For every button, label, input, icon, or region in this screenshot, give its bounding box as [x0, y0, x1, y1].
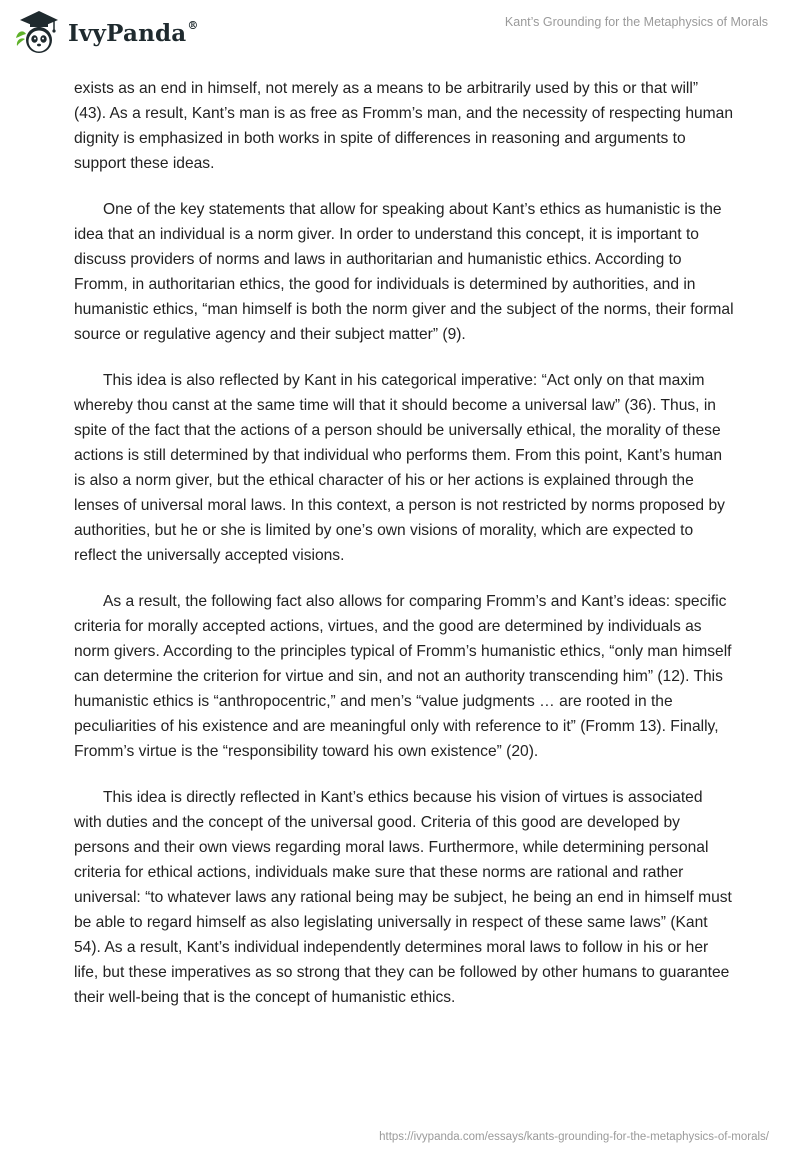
source-url[interactable]: https://ivypanda.com/essays/kants-grounding-for-the-metaphysics-of-morals/	[379, 1131, 769, 1143]
registered-mark: ®	[187, 18, 199, 32]
paragraph: This idea is also reflected by Kant in his categorical imperative: “Act only on that maxim whereby thou canst at the same time will that it should become a universal law” (36). Thus, in spite of the fact that the actions of a person should be universally ethical, the morality of these actions is still determined by that individual who performs them. From this point, Kant’s human is also a norm giver, but the ethical character of his or her actions is explained through the lenses of universal moral laws. In this context, a person is not restricted by norms proposed by authorities, but he or she is limited by one’s own visions of morality, which are expected to reflect the universally accepted visions.	[74, 372, 725, 564]
paragraph: This idea is directly reflected in Kant’s ethics because his vision of virtues is associated with duties and the concept of the universal good. Criteria of this good are developed by persons and their own views regarding moral laws. Furthermore, while determining personal criteria for ethical actions, individuals make sure that these norms are rational and rather universal: “to whatever laws any rational being may be subject, he being an end in himself must be able to regard himself as also legislating universally in respect of these same laws” (Kant 54). As a result, Kant’s individual independently determines moral laws to follow in his or her life, but these imperatives as so strong that they can be followed by other humans to guarantee their well-being that is the concept of humanistic ethics.	[74, 789, 732, 1006]
brand-name: IvyPanda®	[68, 18, 199, 47]
ivypanda-logo[interactable]	[14, 8, 199, 56]
paragraph: exists as an end in himself, not merely as a means to be arbitrarily used by this or that will” (43). As a result, Kant’s man is as free as Fromm’s man, and the necessity of respecting human dignity is emphasized in both works in spite of differences in reasoning and arguments to support these ideas.	[74, 80, 733, 172]
panda-logo-icon	[14, 8, 64, 56]
document-title: Kant’s Grounding for the Metaphysics of Morals	[504, 15, 768, 29]
paragraph: One of the key statements that allow for speaking about Kant’s ethics as humanistic is the idea that an individual is a norm giver. In order to understand this concept, it is important to discuss providers of norms and laws in authoritarian and humanistic ethics. According to Fromm, in authoritarian ethics, the good for individuals is determined by authorities, and in humanistic ethics, “man himself is both the norm giver and the subject of the norms, their formal source or regulative agency and their subject matter” (9).	[74, 201, 734, 343]
page-header	[0, 0, 800, 60]
essay-body	[74, 76, 734, 1031]
paragraph: As a result, the following fact also allows for comparing Fromm’s and Kant’s ideas: specific criteria for morally accepted actions, virtues, and the good are determined by individuals as norm givers. According to the principles typical of Fromm’s humanistic ethics, “only man himself can determine the criterion for virtue and sin, and not an authority transcending him” (12). This humanistic ethics is “anthropocentric,” and men’s “value judgments … are rooted in the peculiarities of his existence and are meaningful only with reference to it” (Fromm 13). Finally, Fromm’s virtue is the “responsibility toward his own existence” (20).	[74, 593, 732, 760]
